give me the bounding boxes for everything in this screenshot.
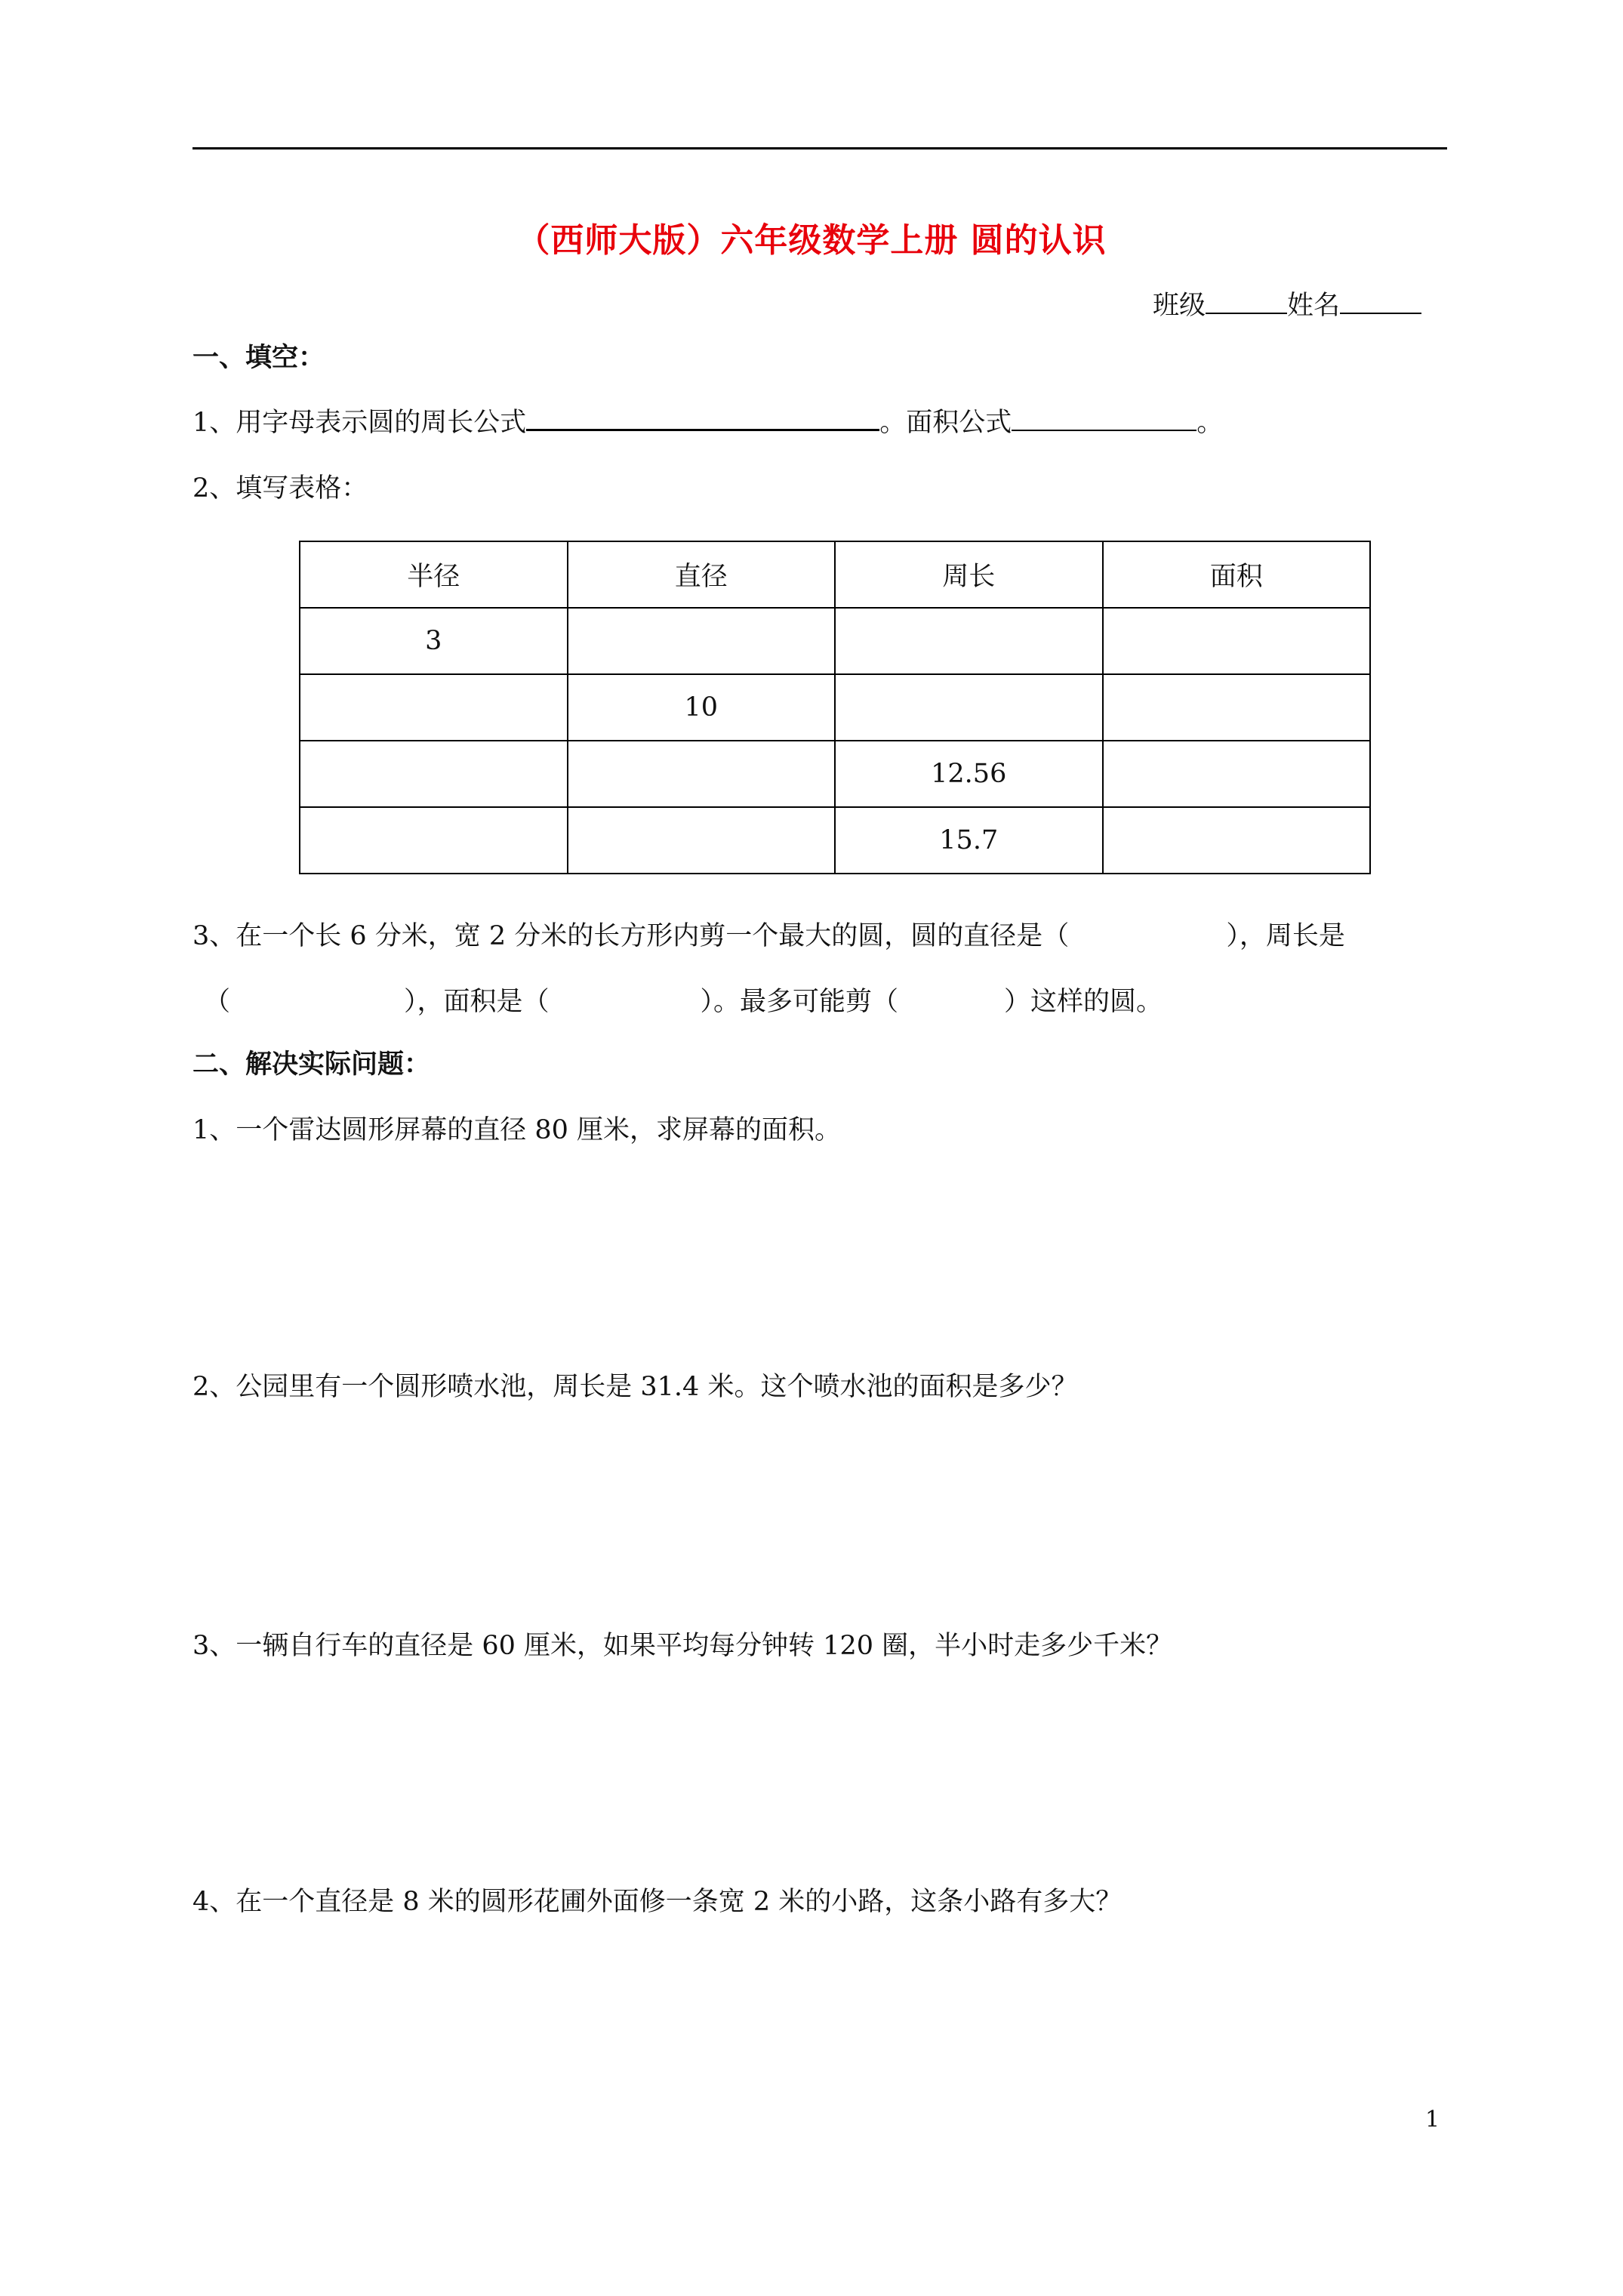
section2-heading: 二、解决实际问题： [192,1049,431,1080]
q3-end: ）这样的圆。 [1004,987,1163,1017]
q3-close: ），周长是 [1226,921,1345,951]
circumference-formula-blank[interactable] [526,406,879,431]
table-cell[interactable] [568,741,836,807]
table-cell[interactable] [1103,674,1371,741]
table-cell[interactable] [300,807,568,874]
q3-area-label: ），面积是（ [404,987,550,1017]
table-cell: 12.56 [835,741,1103,807]
section1-heading: 一、填空： [192,342,325,373]
class-name-fields [1153,289,1421,322]
table-cell: 3 [300,608,568,674]
table-cell[interactable] [835,608,1103,674]
circle-table [299,541,1371,874]
question-1-2: 2、填写表格： [192,473,368,504]
area-formula-blank[interactable] [1012,407,1196,431]
table-row [300,741,1370,807]
table-cell: 10 [568,674,836,741]
q3-text: 3、在一个长 6 分米，宽 2 分米的长方形内剪一个最大的圆，圆的直径是（ [192,921,1070,951]
table-cell[interactable] [300,741,568,807]
problem-2-4: 4、在一个直径是 8 米的圆形花圃外面修一条宽 2 米的小路，这条小路有多大？ [192,1887,1123,1917]
header-circumference: 周长 [835,541,1103,608]
name-label: 姓名 [1287,291,1341,321]
table-row [300,807,1370,874]
question-1-3-line1 [192,920,1345,953]
table-row [300,608,1370,674]
q3-open: （ [204,987,231,1017]
q1-prefix: 1、用字母表示圆的周长公式 [192,408,527,438]
q1-suffix: 。 [1196,408,1224,438]
q3-count-label: ）。最多可能剪（ [700,987,899,1017]
class-blank[interactable] [1206,290,1287,314]
table-cell[interactable] [568,807,836,874]
table-cell[interactable] [1103,608,1371,674]
q1-middle: 。面积公式 [879,408,1012,438]
name-blank[interactable] [1340,290,1421,314]
table-cell[interactable] [568,608,836,674]
question-1-1 [192,406,1223,439]
table-header-row [300,541,1370,608]
worksheet-title: （西师大版）六年级数学上册 圆的认识 [516,221,1107,260]
class-label: 班级 [1153,291,1206,321]
problem-2-1: 1、一个雷达圆形屏幕的直径 80 厘米，求屏幕的面积。 [192,1115,842,1145]
question-1-3-line2 [204,985,1163,1019]
table-row [300,674,1370,741]
header-area: 面积 [1103,541,1371,608]
header-rule [192,147,1447,149]
page-number: 1 [1425,2106,1440,2133]
problem-2-3: 3、一辆自行车的直径是 60 厘米，如果平均每分钟转 120 圈，半小时走多少千米？ [192,1631,1173,1661]
table-cell[interactable] [835,674,1103,741]
table-cell[interactable] [300,674,568,741]
problem-2-2: 2、公园里有一个圆形喷水池，周长是 31.4 米。这个喷水池的面积是多少？ [192,1372,1078,1402]
table-cell: 15.7 [835,807,1103,874]
header-radius: 半径 [300,541,568,608]
table-cell[interactable] [1103,741,1371,807]
table-cell[interactable] [1103,807,1371,874]
header-diameter: 直径 [568,541,836,608]
